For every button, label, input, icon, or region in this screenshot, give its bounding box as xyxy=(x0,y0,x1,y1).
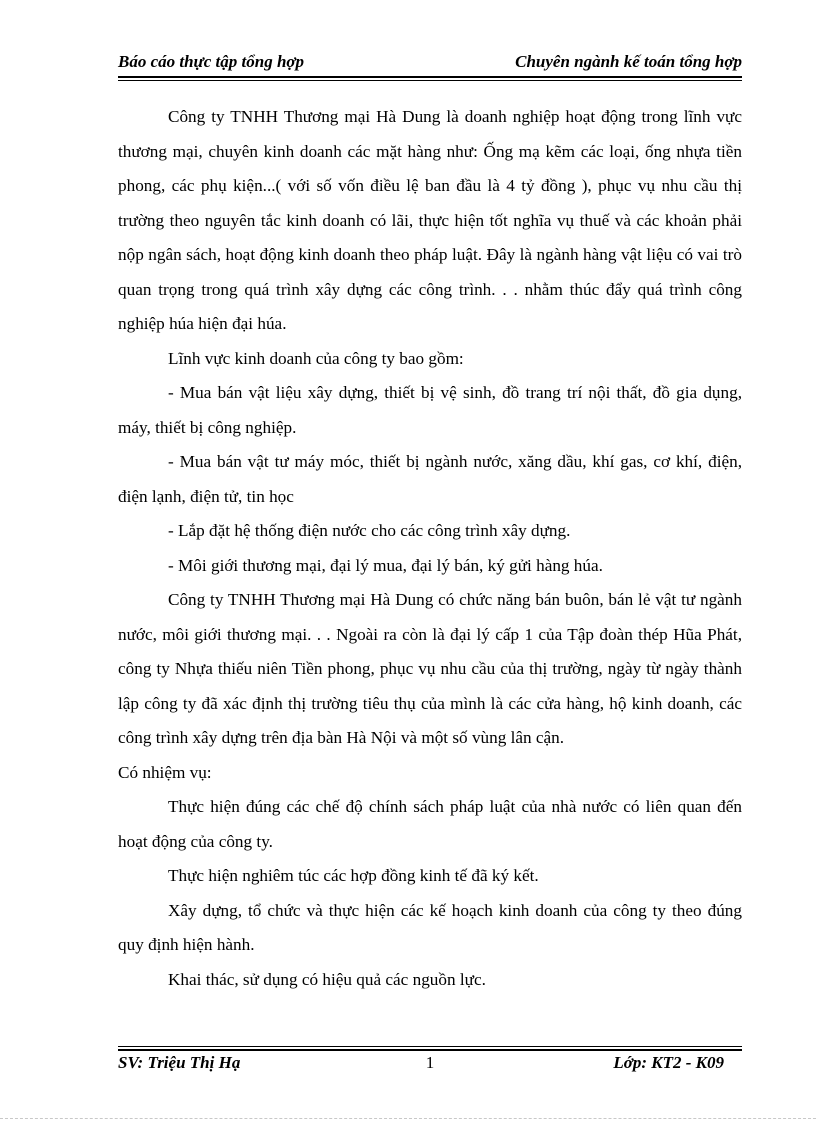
page-header xyxy=(118,52,742,76)
paragraph-business-fields-heading: Lĩnh vực kinh doanh của công ty bao gồm: xyxy=(168,348,464,368)
paragraph-company-intro: Công ty TNHH Thương mại Hà Dung là doanh nghiệp hoạt động trong lĩnh vực thương mại, chuyên kinh doanh các mặt hàng như: Ống mạ kẽm các loại, ống nhựa tiền phong, các phụ kiện...( với số vốn điều lệ ban đầu là 4 tỷ đồng ), phục vụ nhu cầu thị trường theo nguyên tắc kinh doanh có lãi, thực hiện tốt nghĩa vụ thuế và các khoản phải nộp ngân sách, hoạt động kinh doanh theo pháp luật. Đây là ngành hàng vật liệu có vai trò quan trọng trong quá trình xây dựng các công trình. . . nhằm thúc đẩy quá trình công nghiệp húa hiện đại húa. xyxy=(118,107,742,333)
paragraph-duty-contracts: Thực hiện nghiêm túc các hợp đồng kinh tế đã ký kết. xyxy=(168,866,539,885)
major-title: Chuyên ngành kế toán tổng hợp xyxy=(515,52,742,71)
paragraph-duty-planning: Xây dựng, tổ chức và thực hiện các kế hoạch kinh doanh của công ty theo đúng quy định hiện hành. xyxy=(118,900,742,954)
page-number: 1 xyxy=(425,1053,435,1072)
class-code: Lớp: KT2 - K09 xyxy=(613,1053,724,1072)
list-item-machinery: - Mua bán vật tư máy móc, thiết bị ngành nước, xăng dầu, khí gas, cơ khí, điện, điện lạnh, điện tử, tin học xyxy=(118,452,742,506)
paragraph-duties-heading: Có nhiệm vụ: xyxy=(118,762,212,782)
student-name: SV: Triệu Thị Hạ xyxy=(118,1053,241,1072)
footer-divider xyxy=(118,1046,742,1051)
list-item-installation: - Lắp đặt hệ thống điện nước cho các công trình xây dựng. xyxy=(168,521,571,540)
paragraph-company-functions: Công ty TNHH Thương mại Hà Dung có chức năng bán buôn, bán lẻ vật tư ngành nước, môi giới thương mại. . . Ngoài ra còn là đại lý cấp 1 của Tập đoàn thép Hũa Phát, công ty Nhựa thiếu niên Tiền phong, phục vụ nhu cầu của thị trường, ngày từ ngày thành lập công ty đã xác định thị trường tiêu thụ của mình là các cửa hàng, hộ kinh doanh, các công trình xây dựng trên địa bàn Hà Nội và một số vùng lân cận. xyxy=(118,590,742,747)
list-item-brokerage: - Môi giới thương mại, đại lý mua, đại lý bán, ký gửi hàng húa. xyxy=(168,555,603,575)
page-footer xyxy=(118,1053,742,1077)
report-title: Báo cáo thực tập tổng hợp xyxy=(118,52,305,71)
document-body xyxy=(118,100,742,997)
list-item-building-materials: - Mua bán vật liệu xây dựng, thiết bị vệ sinh, đồ trang trí nội thất, đồ gia dụng, máy, thiết bị công nghiệp. xyxy=(118,383,742,437)
header-divider xyxy=(118,76,742,81)
paragraph-duty-resources: Khai thác, sử dụng có hiệu quả các nguồn lực. xyxy=(168,969,486,989)
page-boundary xyxy=(0,1118,816,1119)
paragraph-duty-law: Thực hiện đúng các chế độ chính sách pháp luật của nhà nước có liên quan đến hoạt động của công ty. xyxy=(118,797,742,851)
